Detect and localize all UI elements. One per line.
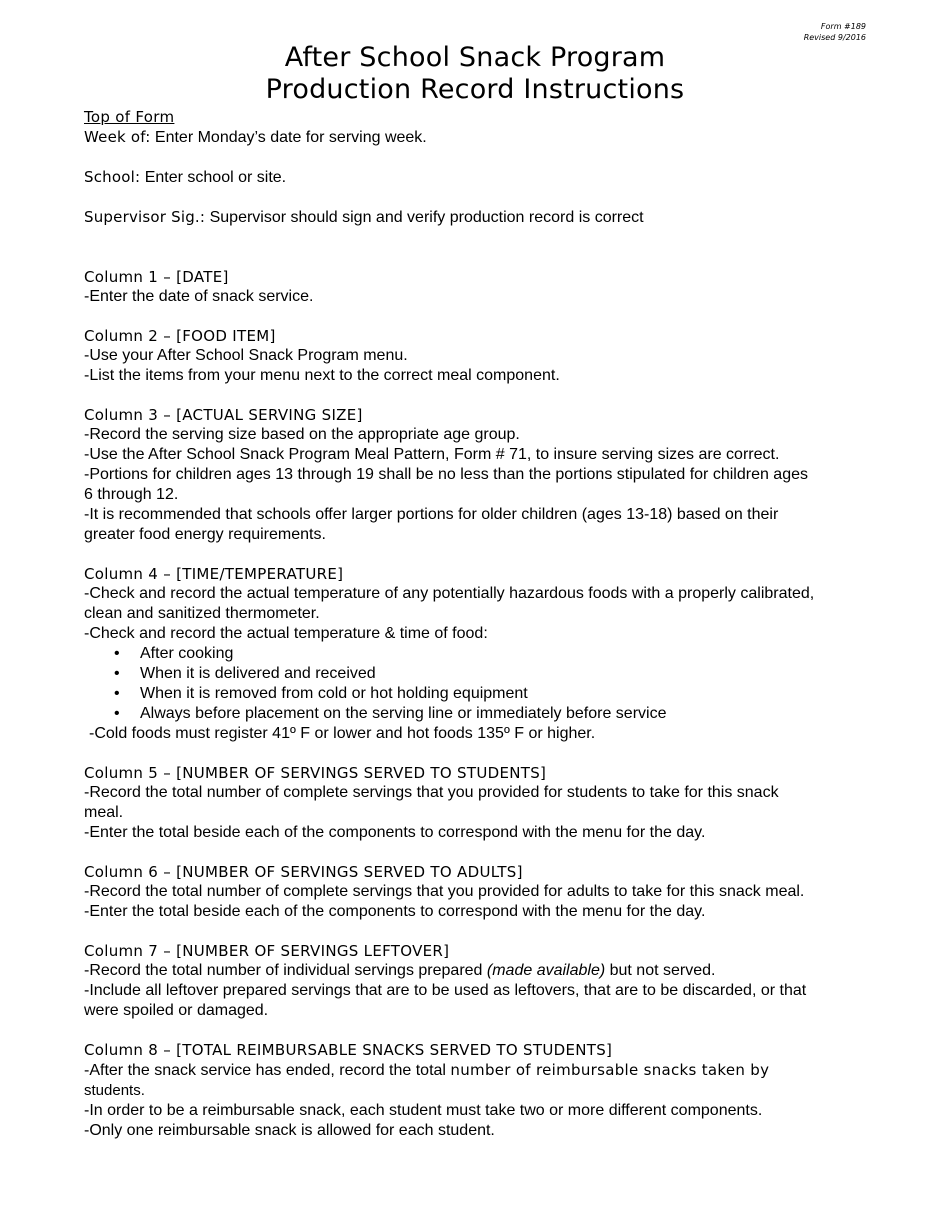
bullet-icon: • bbox=[114, 685, 120, 702]
column-8-line: -Only one reimbursable snack is allowed for each student. bbox=[84, 1122, 495, 1139]
supervisor-line bbox=[84, 207, 874, 228]
column-2-line: -Use your After School Snack Program menu. bbox=[84, 347, 408, 364]
column-6-heading: Column 6 – [NUMBER OF SERVINGS SERVED TO ADULTS] bbox=[84, 863, 523, 881]
bullet-icon: • bbox=[114, 705, 120, 722]
supervisor-text: Supervisor should sign and verify production record is correct bbox=[205, 209, 644, 226]
list-item: • After cooking bbox=[114, 645, 234, 662]
column-5-heading: Column 5 – [NUMBER OF SERVINGS SERVED TO STUDENTS] bbox=[84, 764, 547, 782]
column-5-line: -Enter the total beside each of the components to correspond with the menu for the day. bbox=[84, 824, 706, 841]
column-7-line: were spoiled or damaged. bbox=[84, 1002, 269, 1019]
column-7-heading: Column 7 – [NUMBER OF SERVINGS LEFTOVER] bbox=[84, 942, 450, 960]
list-item: • When it is removed from cold or hot holding equipment bbox=[114, 685, 528, 702]
column-1-section bbox=[84, 267, 874, 307]
column-8-section bbox=[84, 1040, 874, 1141]
bullet-icon: • bbox=[114, 645, 120, 662]
column-3-heading: Column 3 – [ACTUAL SERVING SIZE] bbox=[84, 406, 363, 424]
column-5-section bbox=[84, 763, 874, 843]
column-6-line: -Record the total number of complete servings that you provided for adults to take for this snack meal. bbox=[84, 883, 805, 900]
week-of-text: Enter Monday’s date for serving week. bbox=[150, 129, 427, 146]
column-8-line: -After the snack service has ended, record the total number of reimbursable snacks taken by bbox=[84, 1061, 770, 1079]
column-4-line: -Check and record the actual temperature of any potentially hazardous foods with a properly calibrated, bbox=[84, 585, 815, 602]
column-1-heading: Column 1 – [DATE] bbox=[84, 268, 229, 286]
column-8-line: -In order to be a reimbursable snack, each student must take two or more different components. bbox=[84, 1102, 763, 1119]
week-of-line bbox=[84, 127, 874, 148]
column-4-note: -Cold foods must register 41º F or lower and hot foods 135º F or higher. bbox=[89, 725, 596, 742]
instructions-body bbox=[84, 107, 874, 1141]
column-3-line: greater food energy requirements. bbox=[84, 526, 326, 543]
column-2-line: -List the items from your menu next to the correct meal component. bbox=[84, 367, 560, 384]
column-1-line: -Enter the date of snack service. bbox=[84, 288, 314, 305]
temperature-check-list bbox=[84, 644, 874, 724]
bullet-icon: • bbox=[114, 665, 120, 682]
form-number: Form #189 bbox=[820, 22, 866, 31]
top-of-form-heading: Top of Form bbox=[84, 108, 175, 126]
column-6-section bbox=[84, 862, 874, 922]
column-7-section bbox=[84, 941, 874, 1021]
title-line-2: Production Record Instructions bbox=[265, 74, 685, 105]
column-4-section bbox=[84, 564, 874, 744]
school-text: Enter school or site. bbox=[140, 169, 287, 186]
column-3-line: -Use the After School Snack Program Meal Pattern, Form # 71, to insure serving sizes are correct. bbox=[84, 446, 780, 463]
column-7-line: -Record the total number of individual servings prepared (made available) but not served. bbox=[84, 962, 716, 979]
column-3-line: -It is recommended that schools offer larger portions for older children (ages 13-18) based on their bbox=[84, 506, 779, 523]
document-title bbox=[0, 42, 950, 106]
list-item: • Always before placement on the serving line or immediately before service bbox=[114, 705, 667, 722]
column-3-line: 6 through 12. bbox=[84, 486, 179, 503]
column-7-line: -Include all leftover prepared servings that are to be used as leftovers, that are to be discarded, or that bbox=[84, 982, 807, 999]
column-3-line: -Portions for children ages 13 through 19 shall be no less than the portions stipulated for children ages bbox=[84, 466, 808, 483]
column-4-line: -Check and record the actual temperature & time of food: bbox=[84, 625, 488, 642]
school-line bbox=[84, 167, 874, 188]
column-2-heading: Column 2 – [FOOD ITEM] bbox=[84, 327, 276, 345]
column-4-heading: Column 4 – [TIME/TEMPERATURE] bbox=[84, 565, 344, 583]
school-label: School: bbox=[84, 168, 141, 186]
column-8-line: students. bbox=[84, 1082, 145, 1099]
supervisor-label: Supervisor Sig.: bbox=[84, 208, 206, 226]
list-item: • When it is delivered and received bbox=[114, 665, 376, 682]
column-5-line: meal. bbox=[84, 804, 124, 821]
column-6-line: -Enter the total beside each of the components to correspond with the menu for the day. bbox=[84, 903, 706, 920]
form-meta bbox=[804, 21, 866, 43]
column-4-line: clean and sanitized thermometer. bbox=[84, 605, 320, 622]
week-of-label: Week of: bbox=[84, 128, 151, 146]
column-3-section bbox=[84, 405, 874, 545]
revised-date: Revised 9/2016 bbox=[803, 33, 866, 42]
column-8-heading: Column 8 – [TOTAL REIMBURSABLE SNACKS SERVED TO STUDENTS] bbox=[84, 1041, 613, 1059]
column-2-section bbox=[84, 326, 874, 386]
column-5-line: -Record the total number of complete servings that you provided for students to take for this snack bbox=[84, 784, 779, 801]
title-line-1: After School Snack Program bbox=[284, 42, 666, 73]
column-3-line: -Record the serving size based on the appropriate age group. bbox=[84, 426, 520, 443]
